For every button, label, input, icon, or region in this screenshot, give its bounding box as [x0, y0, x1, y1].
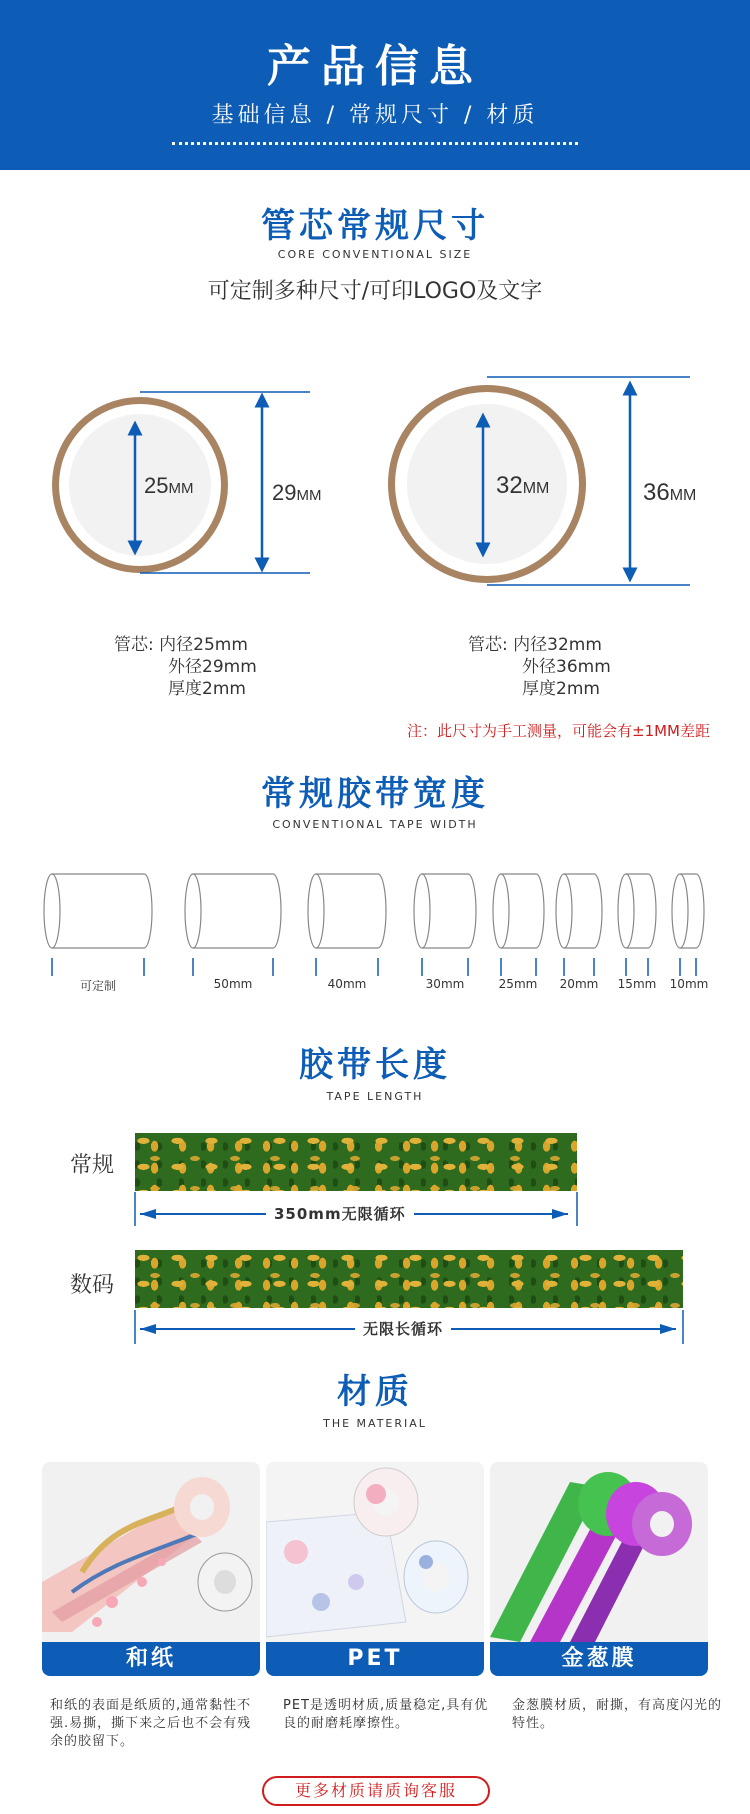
regular-length-text: 350mm无限循环: [266, 1203, 414, 1224]
large-inner-unit: MM: [522, 480, 550, 497]
digital-length-label: 数码: [70, 1273, 115, 1298]
large-core-thickness: 厚度2mm: [522, 679, 600, 699]
glitter-tape-image: [490, 1462, 708, 1642]
material-desc-pet: PET是透明材质,质量稳定,具有优良的耐磨耗摩擦性。: [283, 1698, 489, 1731]
regular-tape-sample: [135, 1133, 577, 1191]
width-label-custom: 可定制: [79, 979, 116, 993]
dotted-divider: [172, 142, 578, 145]
material-card-pet: [266, 1462, 484, 1676]
core-section-subtitle: 可定制多种尺寸/可印LOGO及文字: [207, 279, 543, 304]
contact-service-button[interactable]: 更多材质请质询客服: [262, 1776, 490, 1806]
small-core-prefix: 管芯:: [114, 635, 154, 655]
width-section-title-en: CONVENTIONAL TAPE WIDTH: [272, 818, 478, 831]
core-section-title-en: CORE CONVENTIONAL SIZE: [277, 248, 473, 261]
width-label-10: 10mm: [669, 977, 709, 991]
small-core-inner: 内径25mm: [159, 635, 248, 655]
width-label-40: 40mm: [327, 977, 367, 991]
width-label-25: 25mm: [498, 977, 538, 991]
width-label-20: 20mm: [559, 977, 599, 991]
large-core-outer: 外径36mm: [522, 657, 611, 677]
tape-width-diagram: [0, 870, 750, 980]
material-card-glitter: [490, 1462, 708, 1676]
material-name-washi: 和纸: [42, 1642, 260, 1676]
material-name-pet: PET: [266, 1642, 484, 1676]
material-section-title: 材质: [337, 1372, 413, 1412]
material-card-washi: [42, 1462, 260, 1676]
large-core-spec: [468, 634, 611, 700]
large-outer-unit: MM: [669, 487, 697, 504]
large-outer-value: 36: [643, 479, 670, 506]
digital-tape-sample: [135, 1250, 683, 1308]
material-section-title-en: THE MATERIAL: [323, 1417, 427, 1430]
small-outer-unit: MM: [296, 487, 322, 504]
small-core-thickness: 厚度2mm: [168, 679, 246, 699]
page-title: 产品信息: [267, 41, 483, 92]
length-section-title: 胶带长度: [299, 1045, 451, 1085]
core-section-title: 管芯常规尺寸: [261, 206, 489, 246]
pet-tape-image: [266, 1462, 484, 1642]
large-core-inner: 内径32mm: [513, 635, 602, 655]
header-banner: [0, 0, 750, 170]
digital-length-text: 无限长循环: [355, 1318, 451, 1339]
page-subtitle: 基础信息 / 常规尺寸 / 材质: [211, 103, 539, 128]
svg-text:36MM: [643, 479, 696, 506]
small-inner-unit: MM: [168, 480, 194, 497]
width-label-50: 50mm: [213, 977, 253, 991]
measurement-note: 注：此尺寸为手工测量，可能会有±1MM差距: [407, 722, 710, 740]
svg-text:29MM: [272, 480, 321, 505]
large-core: [388, 377, 696, 585]
material-name-glitter: 金葱膜: [490, 1642, 708, 1676]
small-core-spec: [114, 634, 257, 700]
small-inner-value: 25: [144, 473, 169, 498]
regular-length-label: 常规: [70, 1153, 115, 1178]
large-core-prefix: 管芯:: [468, 635, 508, 655]
small-core: [52, 392, 321, 573]
material-desc-glitter: 金葱膜材质，耐撕，有高度闪光的特性。: [512, 1698, 723, 1731]
core-diagram: [0, 360, 750, 600]
length-section-title-en: TAPE LENGTH: [326, 1090, 424, 1103]
large-inner-value: 32: [496, 472, 523, 499]
width-section-title: 常规胶带宽度: [261, 774, 489, 814]
material-desc-washi: 和纸的表面是纸质的,通常黏性不强.易撕，撕下来之后也不会有残余的胶留下。: [50, 1698, 252, 1749]
small-core-outer: 外径29mm: [168, 657, 257, 677]
width-label-30: 30mm: [425, 977, 465, 991]
washi-tape-image: [42, 1462, 260, 1642]
small-outer-value: 29: [272, 480, 297, 505]
width-label-15: 15mm: [617, 977, 657, 991]
